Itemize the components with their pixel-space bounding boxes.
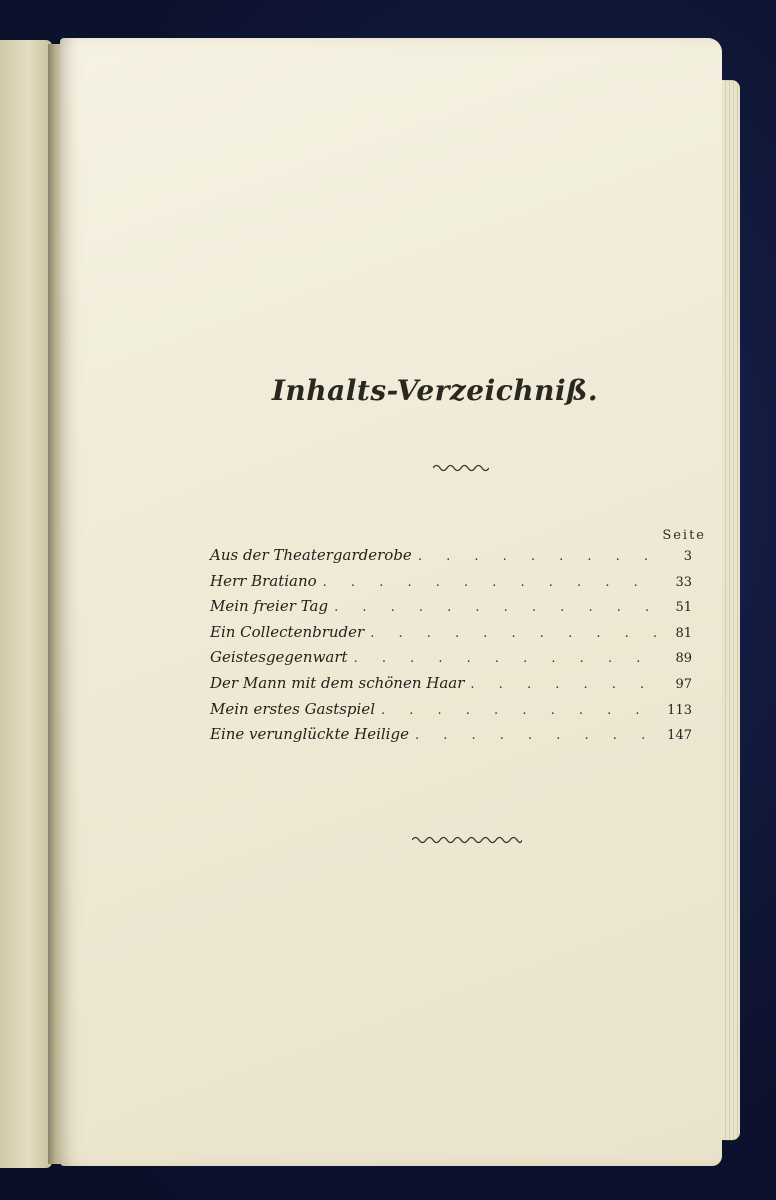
toc-entry-title: Geistesgegenwart [210,648,348,667]
dot-leader [334,600,658,615]
ornament-squiggle-top [433,462,489,474]
toc-entry-page: 51 [675,600,692,616]
toc-entry-title: Herr Bratiano [210,571,317,590]
toc-entry-title: Mein freier Tag [210,597,329,616]
toc-entry [210,546,692,572]
toc-entry-page: 89 [675,651,692,667]
dot-leader [418,549,658,564]
toc-entry [210,648,692,674]
toc-entry-title: Aus der Theatergarderobe [210,546,412,564]
toc-entry-title: Mein erstes Gastspiel [210,699,375,718]
dot-leader [354,651,658,666]
toc-entry [210,725,692,751]
toc-entry-page: 113 [667,702,692,718]
ornament-squiggle-bottom [412,834,522,846]
page-title: Inhalts-Verzeichniß. [271,374,599,407]
toc-entry-page: 147 [667,728,692,744]
toc-entry-title: Eine verunglückte Heilige [210,725,409,744]
toc-entry [210,623,692,649]
dot-leader [370,626,658,641]
toc-entry-title: Ein Collectenbruder [210,622,365,641]
page-column-label: Seite [662,528,706,543]
toc-entry-title: Der Mann mit dem schönen Haar [210,673,465,692]
toc-entry-page: 3 [683,549,692,564]
dot-leader [470,677,658,692]
toc-entry-page: 33 [675,574,692,590]
left-page-edge [0,40,52,1168]
toc-entry-page: 97 [675,676,692,692]
toc-entry-page: 81 [675,625,692,641]
dot-leader [323,575,658,590]
toc-entry [210,700,692,726]
toc-entry [210,572,692,598]
dot-leader [381,703,658,718]
toc-list [210,546,692,751]
right-page [60,38,722,1166]
toc-entry [210,674,692,700]
dot-leader [415,728,658,743]
toc-entry [210,597,692,623]
